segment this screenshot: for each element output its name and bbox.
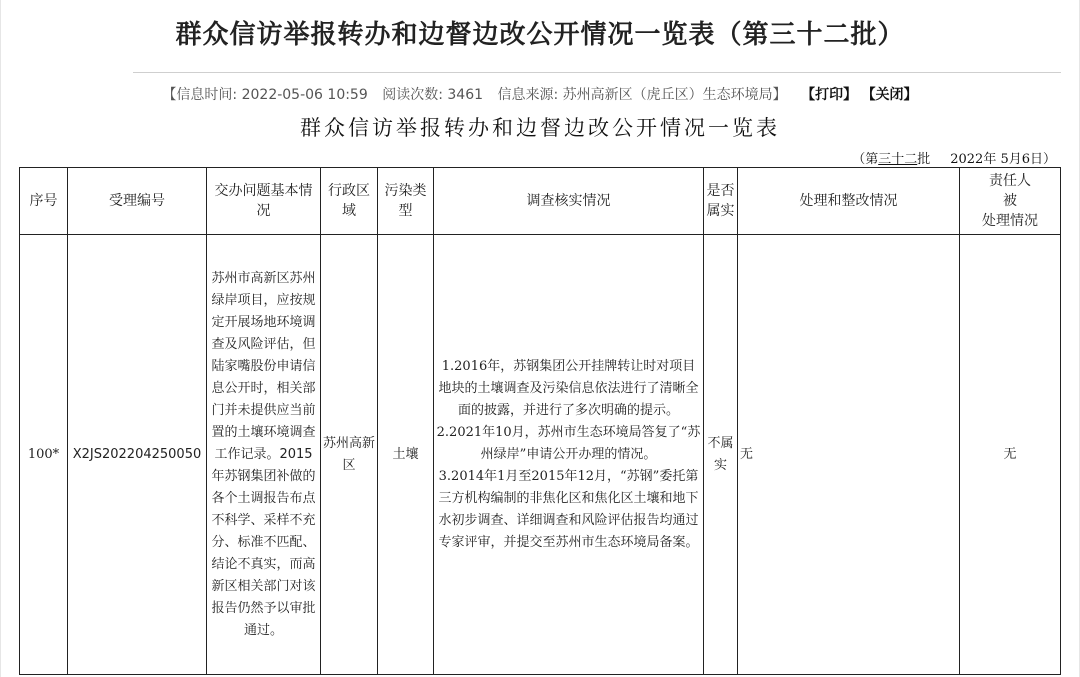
read-count-label: 阅读次数: — [382, 87, 443, 103]
cell-handling: 无 — [738, 235, 960, 675]
title-divider — [133, 72, 1061, 73]
table-header-row — [20, 168, 1061, 235]
info-time-label: 【信息时间: — [162, 87, 238, 103]
article-meta — [0, 84, 1080, 104]
header-resp-line-2: 被 — [1003, 193, 1017, 209]
info-source: 苏州高新区（虎丘区）生态环境局】 — [562, 87, 787, 103]
table-row — [20, 235, 1061, 675]
read-count: 3461 — [447, 87, 484, 103]
header-responsibility — [960, 168, 1061, 235]
survey-item-2: 2.2021年10月，苏州市生态环境局答复了“苏州绿岸”申请公开办理的情况。 — [436, 424, 701, 462]
header-pollution: 污染类型 — [378, 168, 434, 235]
cell-issue: 苏州市高新区苏州绿岸项目，应按规定开展场地环境调查及风险评估，但陆家嘴股份申请信息公开时，相关部门并未提供应当前置的土壤环境调查工作记录。2015年苏钢集团补做的各个土调报告布点不科学、采样不充分、标准不匹配、结论不真实，而高新区相关部门对该报告仍然予以审批通过。 — [207, 235, 321, 675]
batch-number: 三十二 — [878, 152, 918, 167]
survey-item-3: 3.2014年1月至2015年12月，“苏钢”委托第三方机构编制的非焦化区和焦化区土壤和地下水初步调查、详细调查和风险评估报告均通过专家评审，并提交至苏州市生态环境局备案。 — [438, 468, 699, 550]
header-verified: 是否属实 — [704, 168, 738, 235]
info-time: 2022-05-06 10:59 — [241, 87, 368, 103]
header-resp-line-1: 责任人 — [989, 173, 1031, 189]
header-case-no: 受理编号 — [68, 168, 207, 235]
report-table — [19, 167, 1061, 675]
page-title: 群众信访举报转办和边督边改公开情况一览表（第三十二批） — [175, 20, 905, 50]
cell-pollution: 土壤 — [378, 235, 434, 675]
cell-survey — [434, 235, 704, 675]
cell-responsibility: 无 — [960, 235, 1061, 675]
header-handling: 处理和整改情况 — [738, 168, 960, 235]
print-link[interactable]: 【打印】 — [801, 87, 858, 103]
cell-verified: 不属实 — [704, 235, 738, 675]
batch-info — [852, 148, 1056, 167]
header-resp-line-3: 处理情况 — [982, 213, 1038, 229]
survey-item-1: 1.2016年，苏钢集团公开挂牌转让时对项目地块的土壤调查及污染信息依法进行了清晰全面的披露，并进行了多次明确的提示。 — [438, 358, 699, 418]
header-seq: 序号 — [20, 168, 68, 235]
document-subtitle: 群众信访举报转办和边督边改公开情况一览表 — [300, 116, 780, 140]
close-link[interactable]: 【关闭】 — [861, 87, 918, 103]
cell-district: 苏州高新区 — [321, 235, 378, 675]
batch-suffix: 批 — [917, 152, 931, 167]
header-issue: 交办问题基本情况 — [207, 168, 321, 235]
batch-date: 2022年 5月6日） — [950, 152, 1056, 167]
header-survey: 调查核实情况 — [434, 168, 704, 235]
cell-case-no: X2JS202204250050 — [68, 235, 207, 675]
header-district: 行政区域 — [321, 168, 378, 235]
batch-prefix: （第 — [852, 152, 879, 167]
cell-seq: 100* — [20, 235, 68, 675]
source-label: 信息来源: — [497, 87, 559, 103]
